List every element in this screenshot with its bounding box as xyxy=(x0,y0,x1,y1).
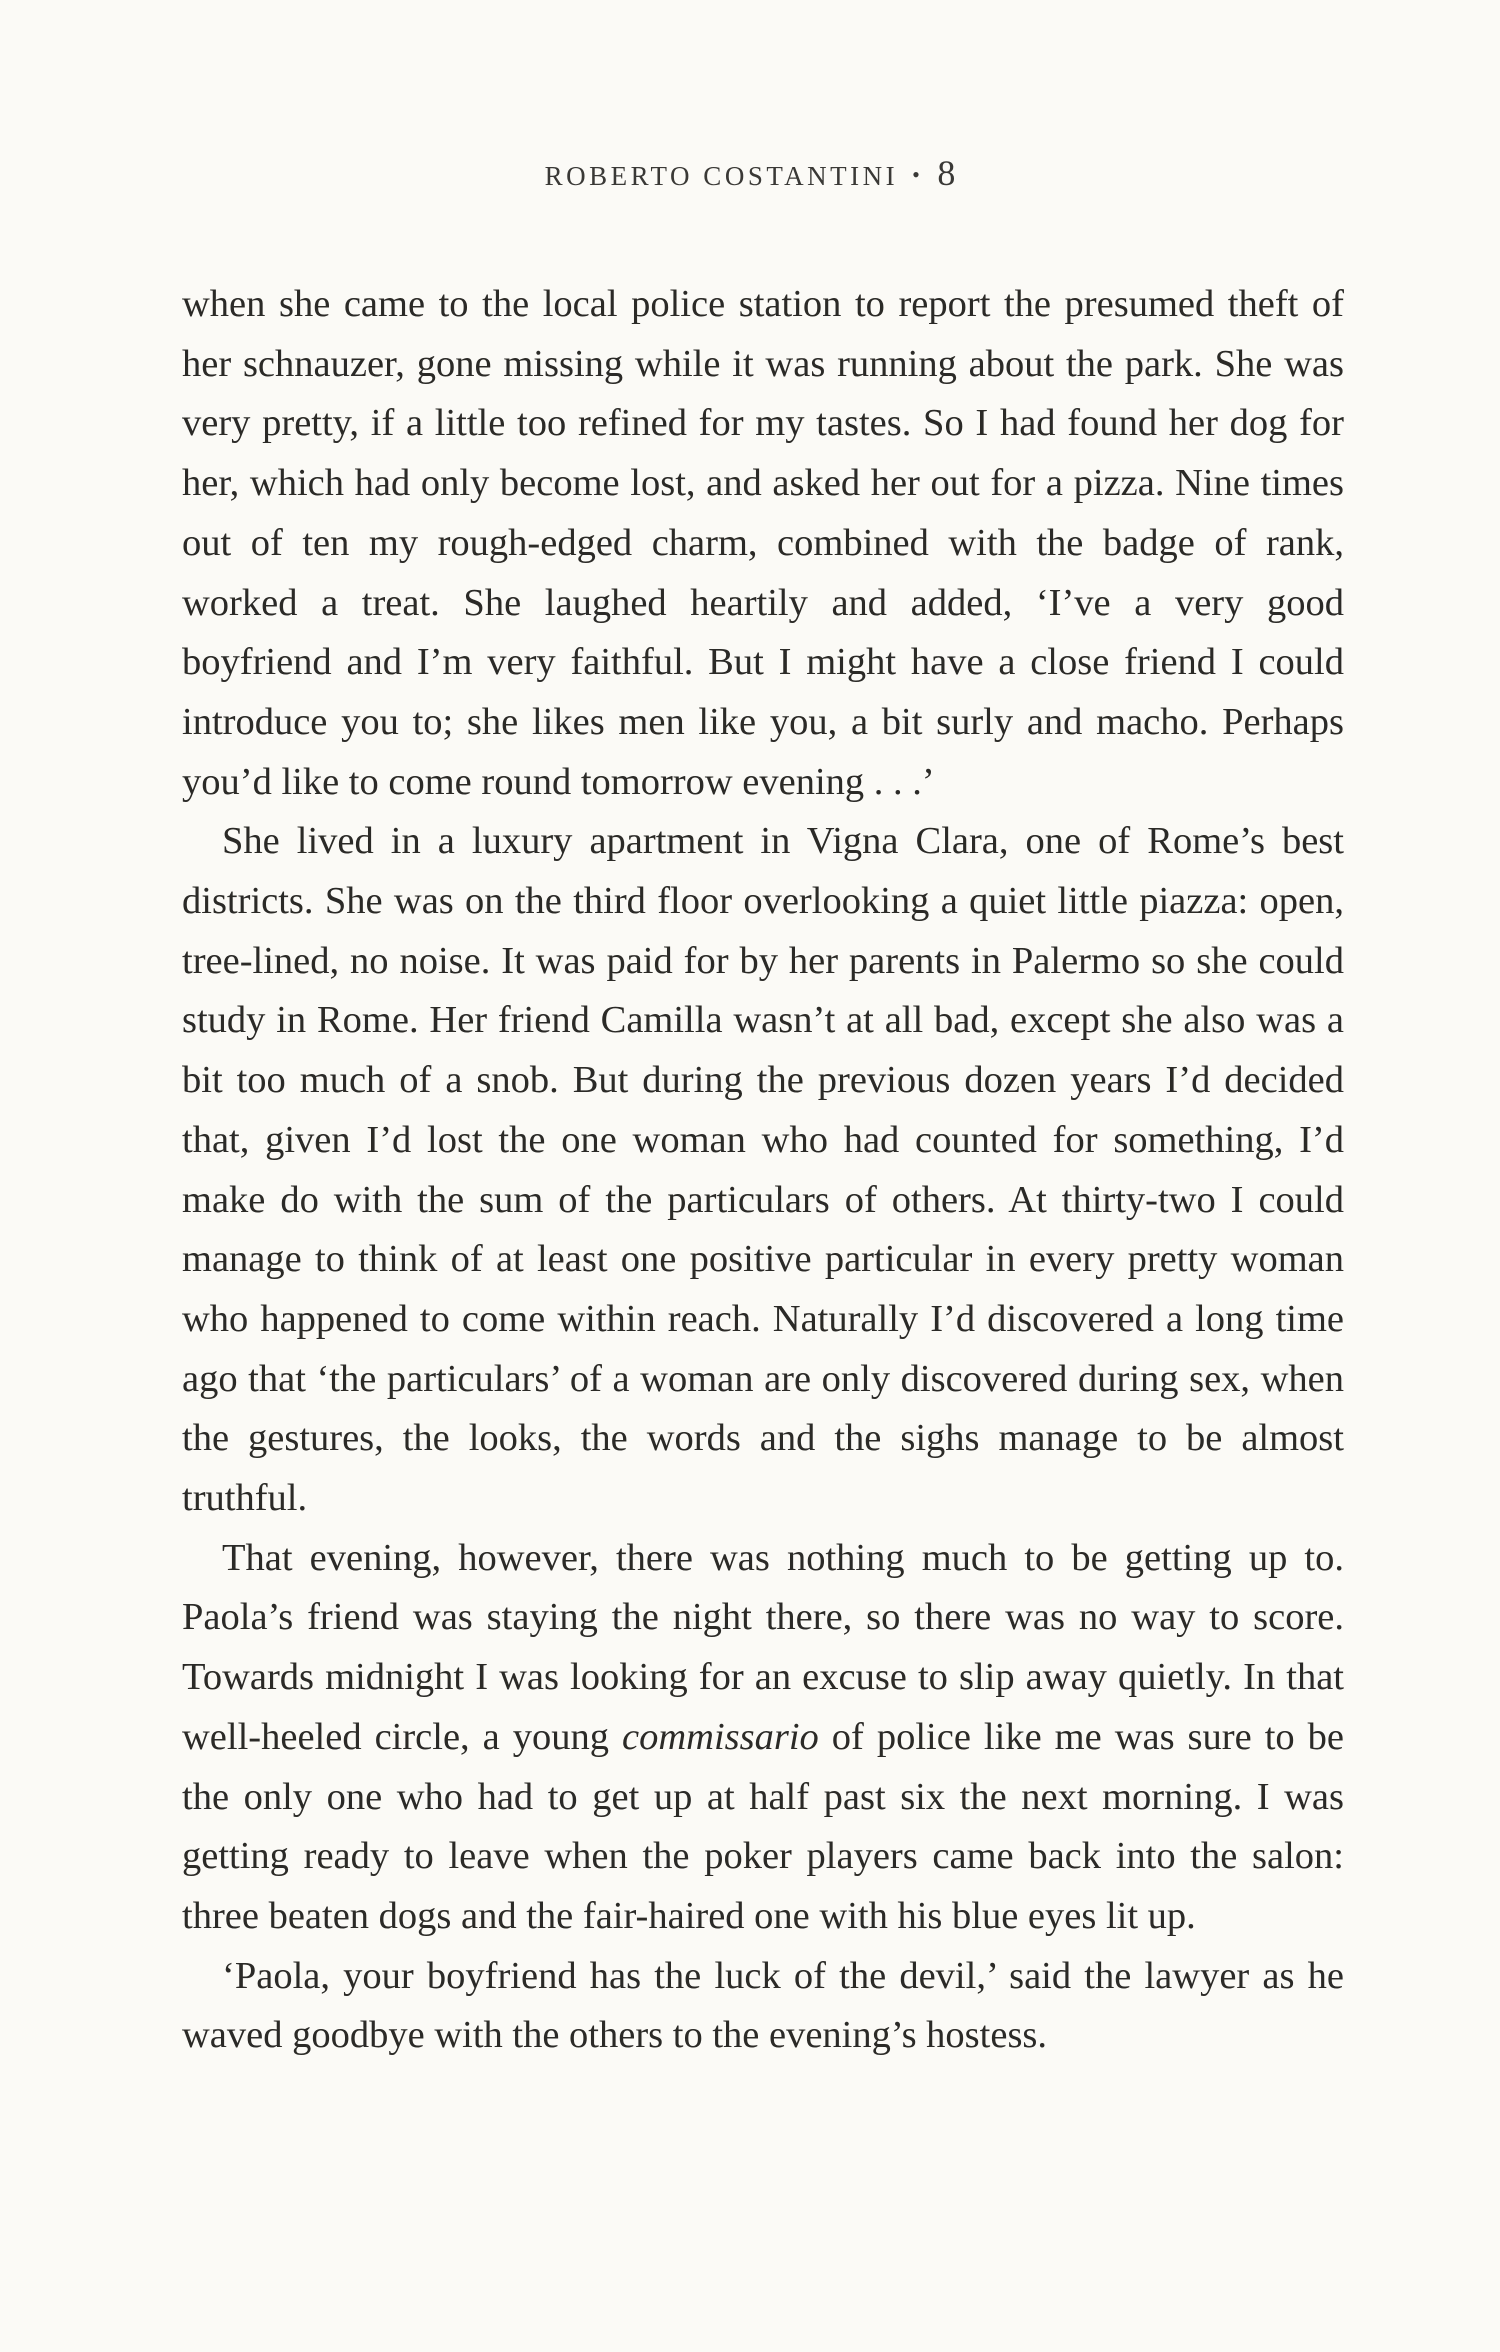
paragraph-3-italic-term: commissario xyxy=(622,1715,819,1758)
running-head-author: ROBERTO COSTANTINI xyxy=(544,161,899,191)
body-text xyxy=(182,275,1344,2066)
paragraph-3-before: That evening, however, there was nothing much to be getting up to. Paola’s friend was staying the night there, so there was no way to score. Towards midnight I was looking for an excuse to slip away quietly. In that well-heeled circle, a young xyxy=(182,1536,1344,1758)
paragraph-1: when she came to the local police station to report the presumed theft of her schnauzer, gone missing while it was running about the park. She was very pretty, if a little too refined for my tastes. So I had found her dog for her, which had only become lost, and asked her out for a pizza. Nine times out of ten my rough-edged charm, combined with the badge of rank, worked a treat. She laughed heartily and added, ‘I’ve a very good boyfriend and I’m very faithful. But I might have a close friend I could introduce you to; she likes men like you, a bit surly and macho. Perhaps you’d like to come round tomorrow evening . . .’ xyxy=(182,283,1344,803)
paragraph-4: ‘Paola, your boyfriend has the luck of the devil,’ said the lawyer as he waved goodbye with the others to the evening’s hostess. xyxy=(182,1954,1344,2057)
page-number: 8 xyxy=(937,153,956,193)
running-head-separator: • xyxy=(912,162,924,187)
paragraph-3 xyxy=(182,1529,1344,1947)
paragraph-3-after: of police like me was sure to be the only one who had to get up at half past six the next morning. I was getting ready to leave when the poker players came back into the salon: three beaten dogs and the fair-haired one with his blue eyes lit up. xyxy=(182,1715,1344,1937)
paragraph-2: She lived in a luxury apartment in Vigna Clara, one of Rome’s best districts. She was on the third floor overlooking a quiet little piazza: open, tree-lined, no noise. It was paid for by her parents in Palermo so she could study in Rome. Her friend Camilla wasn’t at all bad, except she also was a bit too much of a snob. But during the previous dozen years I’d decided that, given I’d lost the one woman who had counted for something, I’d make do with the sum of the particulars of others. At thirty-two I could manage to think of at least one positive particular in every pretty woman who happened to come within reach. Naturally I’d discovered a long time ago that ‘the particulars’ of a woman are only discovered during sex, when the gestures, the looks, the words and the sighs manage to be almost truthful. xyxy=(182,820,1344,1520)
running-head xyxy=(0,152,1500,194)
